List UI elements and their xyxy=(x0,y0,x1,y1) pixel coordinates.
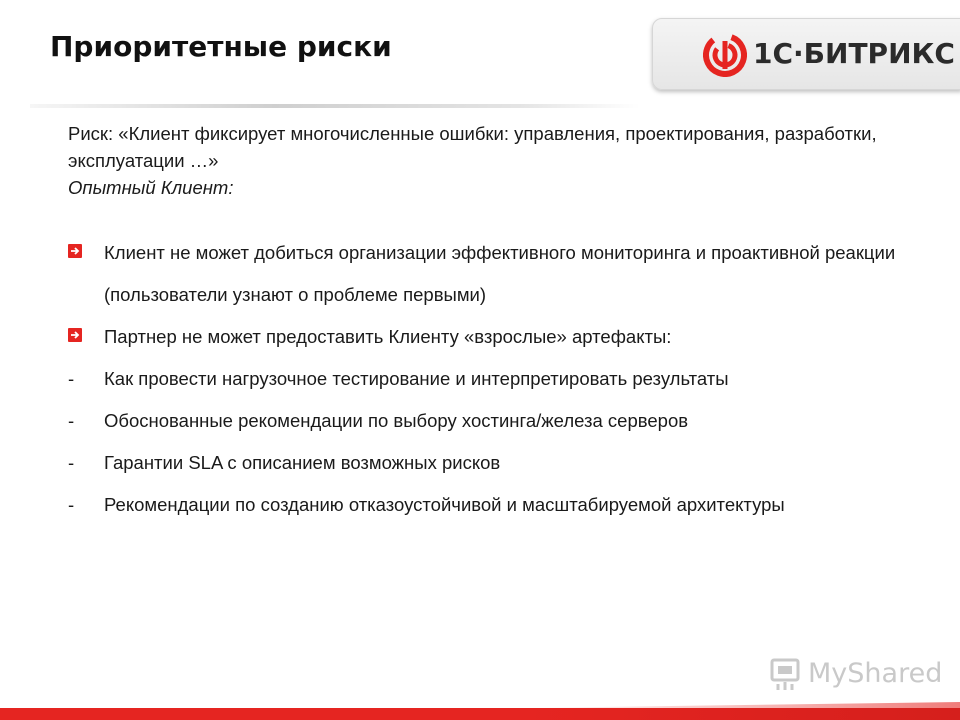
bitrix-logo-icon xyxy=(703,33,747,77)
brand-logo-text: 1С·БИТРИКС xyxy=(753,37,955,70)
arrow-bullet-icon xyxy=(68,328,82,342)
list-item-text: Рекомендации по созданию отказоустойчивой и масштабируемой архитектуры xyxy=(104,494,785,515)
watermark-text: MyShared xyxy=(808,658,943,689)
list-item-text: Партнер не может предоставить Клиенту «взрослые» артефакты: xyxy=(104,326,672,347)
risk-list xyxy=(68,232,938,526)
list-item-text: Как провести нагрузочное тестирование и интерпретировать результаты xyxy=(104,368,729,389)
client-type: Опытный Клиент: xyxy=(68,177,234,198)
list-item-text: Клиент не может добиться организации эффективного мониторинга и проактивной реакции (пользователи узнают о проблеме первыми) xyxy=(104,242,896,305)
list-item xyxy=(68,232,938,316)
dash-bullet: - xyxy=(68,494,75,515)
list-item-text: Гарантии SLA с описанием возможных рисков xyxy=(104,452,501,473)
list-item-text: Обоснованные рекомендации по выбору хостинга/железа серверов xyxy=(104,410,689,431)
list-item xyxy=(68,316,938,358)
dash-bullet: - xyxy=(68,452,75,473)
arrow-bullet-icon xyxy=(68,244,82,258)
dash-bullet: - xyxy=(68,368,75,389)
list-item xyxy=(68,358,938,400)
myshared-logo-icon xyxy=(768,656,804,692)
list-item xyxy=(68,442,938,484)
brand-logo xyxy=(652,18,960,90)
bottom-accent-bar xyxy=(0,708,960,720)
list-item xyxy=(68,484,938,526)
risk-intro xyxy=(68,120,888,201)
list-item xyxy=(68,400,938,442)
page-title: Приоритетные риски xyxy=(50,30,392,63)
bottom-accent-fold xyxy=(525,702,960,708)
risk-statement: Риск: «Клиент фиксирует многочисленные ошибки: управления, проектирования, разработки, эксплуатации …» xyxy=(68,123,877,171)
watermark xyxy=(768,656,943,692)
dash-bullet: - xyxy=(68,410,75,431)
title-divider xyxy=(30,104,640,108)
